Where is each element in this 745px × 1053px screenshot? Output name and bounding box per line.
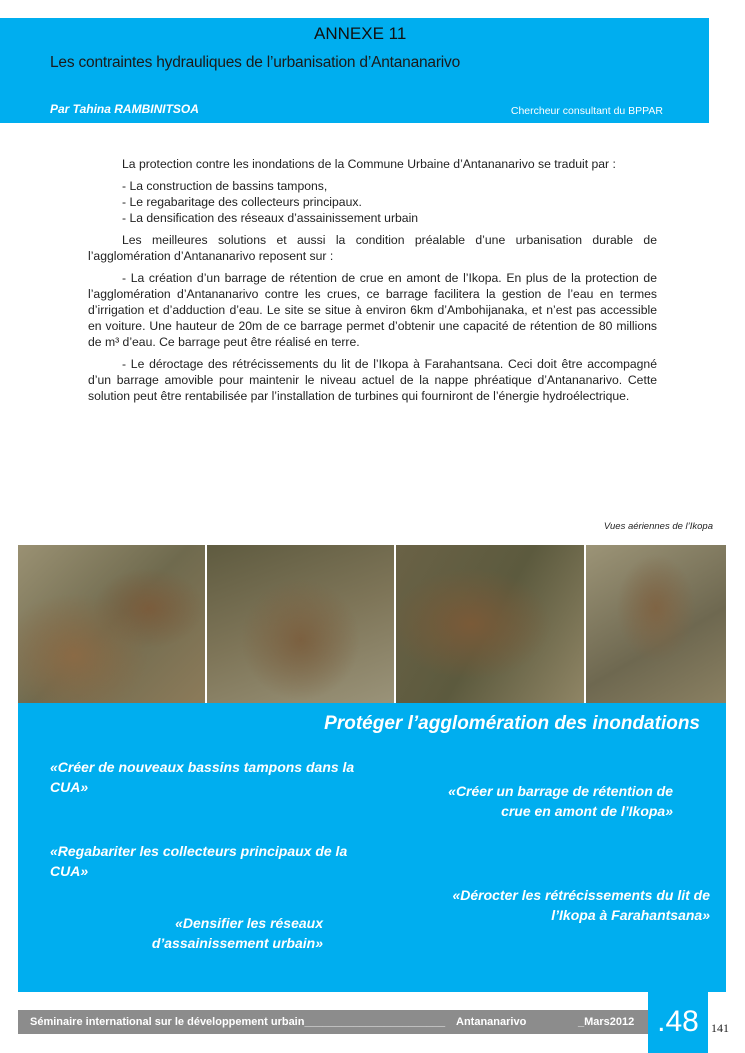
quote: «Densifier les réseaux d’assainissement urbain» xyxy=(151,915,323,951)
box-title: Protéger l’agglomération des inondations xyxy=(324,713,700,734)
page-label: .48 xyxy=(648,992,708,1053)
measures-list xyxy=(88,178,657,226)
list-item: - Le regabaritage des collecteurs principaux. xyxy=(122,194,657,210)
annex-label: ANNEXE 11 xyxy=(314,24,407,43)
highlight-box xyxy=(18,703,726,992)
aerial-photo xyxy=(586,545,726,703)
author: Par Tahina RAMBINITSOA xyxy=(50,102,199,116)
photo-caption: Vues aériennes de l’Ikopa xyxy=(603,521,713,532)
quote: «Créer de nouveaux bassins tampons dans la CUA» xyxy=(50,759,355,795)
page-number: 141 xyxy=(711,1021,729,1035)
paragraph: La protection contre les inondations de la Commune Urbaine d’Antananarivo se traduit par : xyxy=(122,157,616,171)
aerial-photo xyxy=(396,545,583,703)
body-text xyxy=(88,156,657,410)
article-title: Les contraintes hydrauliques de l’urbanisation d’Antananarivo xyxy=(50,54,461,71)
list-item: - La construction de bassins tampons, xyxy=(122,178,657,194)
author-role: Chercheur consultant du BPPAR xyxy=(510,105,663,117)
quote: «Dérocter les rétrécissements du lit de l’Ikopa à Farahantsana» xyxy=(452,887,710,923)
footer-city: Antananarivo xyxy=(456,1016,527,1028)
footer-bar xyxy=(18,1010,648,1034)
list-item: - La densification des réseaux d’assainissement urbain xyxy=(122,210,657,226)
paragraph: - Le déroctage des rétrécissements du lit de l’Ikopa à Farahantsana. Ceci doit être accompagné d’un barrage amovible pour maintenir le niveau actuel de la nappe phréatique d’Antananarivo. Cette solution peut être rentabilisée par l’installation de turbines qui fourniront de l’énergie hydroélectrique. xyxy=(88,357,657,403)
aerial-photos xyxy=(18,545,726,703)
footer-seminar: Séminaire international sur le développement urbain_______________________ xyxy=(30,1016,446,1028)
paragraph: - La création d’un barrage de rétention de crue en amont de l’Ikopa. En plus de la protection de l’agglomération d’Antananarivo contre les crues, ce barrage facilitera la gestion de l’eau en termes d’irrigation et d’adduction d’eau. Le site se situe à environ 6km d’Ambohijanaka, et n’est pas accessible en voiture. Une hauteur de 20m de ce barrage permet d’obtenir une capacité de rétention de 80 millions de m³ d’eau. Ce barrage peut être réalisé en terre. xyxy=(88,271,657,349)
quote: «Créer un barrage de rétention de crue en amont de l’Ikopa» xyxy=(448,783,673,819)
footer-date: _Mars2012 xyxy=(578,1016,635,1028)
aerial-photo xyxy=(207,545,394,703)
aerial-photo xyxy=(18,545,205,703)
paragraph: Les meilleures solutions et aussi la condition préalable d’une urbanisation durable de l’agglomération d’Antananarivo reposent sur : xyxy=(88,233,657,263)
quote: «Regabariter les collecteurs principaux de la CUA» xyxy=(50,843,348,879)
